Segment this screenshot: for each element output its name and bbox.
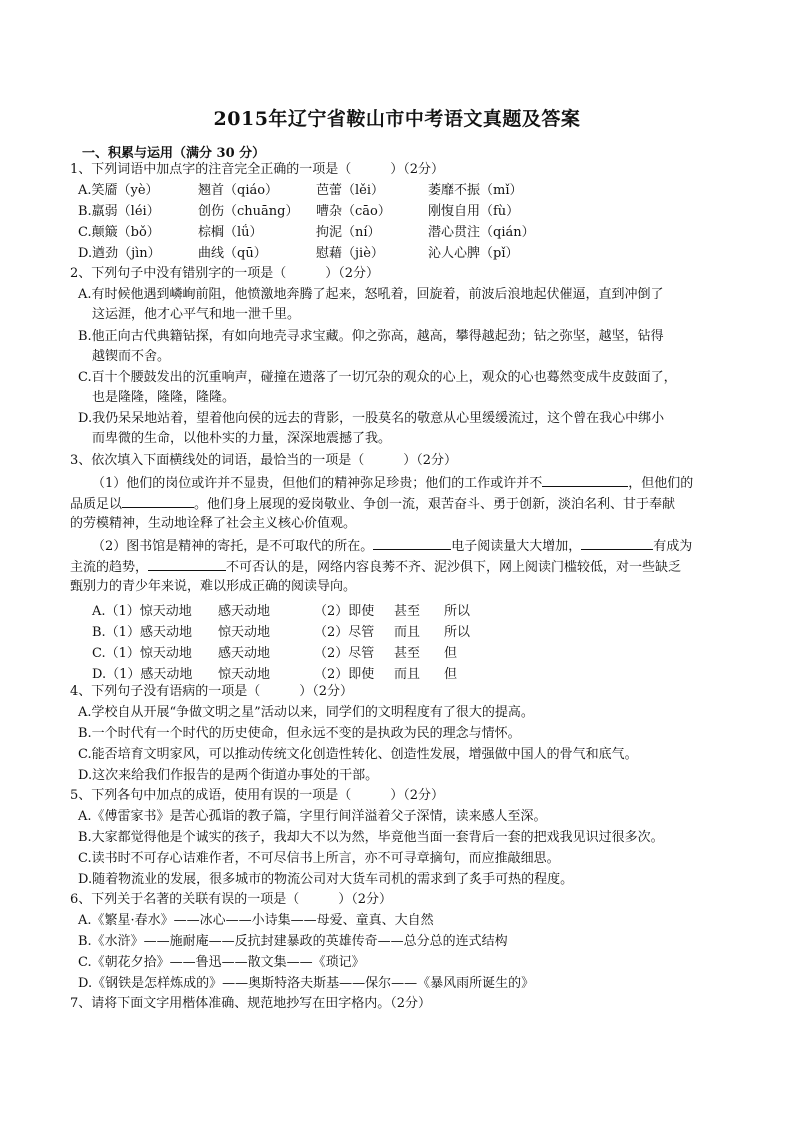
answer-blank [373, 537, 451, 550]
q1-option-c-1: C.颠簸（bǒ） [78, 225, 160, 240]
q6-option-c: C.《朝花夕拾》——鲁迅——散文集——《琐记》 [78, 955, 365, 970]
q3-a-4: 甚至 [394, 604, 421, 619]
q1-option-d-1: D.遒劲（jìn） [78, 246, 161, 261]
question-4-stem: 4、下列句子没有语病的一项是（ ）（2分） [70, 684, 354, 699]
q3-a-2: 感天动地 [218, 604, 271, 619]
q3-d-1: D.（1）感天动地 [92, 667, 193, 682]
q3-b-2: 惊天动地 [218, 625, 271, 640]
answer-blank [122, 495, 194, 508]
q1-option-a-2: 翘首（qiáo） [198, 183, 279, 198]
q3-b-3: （2）尽管 [314, 625, 375, 640]
question-5-stem: 5、下列各句中加点的成语，使用有误的一项是（ ）（2分） [70, 788, 445, 803]
q4-option-c: C.能否培育文明家风，可以推动传统文化创造性转化、创造性发展，增强做中国人的骨气和底气。 [78, 747, 638, 762]
q3-b-5: 所以 [444, 625, 471, 640]
q3-text: 有成为 [653, 539, 693, 554]
q1-option-b-3: 嘈杂（cāo） [316, 204, 391, 219]
q1-option-b-1: B.羸弱（léi） [78, 204, 160, 219]
q5-option-c: C.读书时不可存心诘难作者，不可尽信书上所言，亦不可寻章摘句，而应推敲细思。 [78, 851, 560, 866]
q3-para1-line3: 的劳模精神，生动地诠释了社会主义核心价值观。 [70, 516, 357, 531]
q2-option-c: C.百十个腰鼓发出的沉重响声，碰撞在遗落了一切冗杂的观众的心上，观众的心也蓦然变成牛皮鼓面了， [78, 370, 677, 385]
q3-c-1: C.（1）惊天动地 [92, 646, 192, 661]
q5-option-d: D.随着物流业的发展，很多城市的物流公司对大货车司机的需求到了炙手可热的程度。 [78, 872, 574, 887]
q1-option-a-3: 芭蕾（lěi） [316, 183, 385, 198]
q3-para2-line3: 甄别力的青少年来说，难以形成正确的阅读导向。 [70, 579, 357, 594]
q3-c-4: 甚至 [394, 646, 421, 661]
q3-text: 。他们身上展现的爱岗敬业、争创一流，艰苦奋斗、勇于创新，淡泊名利、甘于奉献 [194, 497, 676, 512]
q3-a-5: 所以 [444, 604, 471, 619]
q3-text: 不可否认的是，网络内容良莠不齐、泥沙俱下，网上阅读门槛较低，对一些缺乏 [226, 560, 682, 575]
answer-blank [148, 558, 226, 571]
q1-option-d-4: 沁人心脾（pǐ） [428, 246, 519, 261]
question-6-stem: 6、下列关于名著的关联有误的一项是（ ）（2分） [70, 892, 393, 907]
q6-option-d: D.《钢铁是怎样炼成的》——奥斯特洛夫斯基——保尔——《暴风雨所诞生的》 [78, 976, 535, 991]
q3-c-2: 感天动地 [218, 646, 271, 661]
q3-d-2: 惊天动地 [218, 667, 271, 682]
q3-c-5: 但 [444, 646, 458, 661]
q2-option-a-cont: 这运涯，他才心平气和地一泄千里。 [92, 307, 301, 322]
answer-blank [581, 537, 653, 550]
q3-para1-line1 [92, 474, 693, 492]
q1-option-a-1: A.笑靥（yè） [78, 183, 159, 198]
question-7-stem: 7、请将下面文字用楷体准确、规范地抄写在田字格内。（2分） [70, 996, 432, 1011]
q3-text: ，但他们的 [628, 476, 694, 491]
q3-a-3: （2）即使 [314, 604, 375, 619]
q2-option-b: B.他正向古代典籍钻探，有如向地壳寻求宝藏。仰之弥高，越高，攀得越起劲；钻之弥坚，越坚，钻得 [78, 329, 664, 344]
question-2-stem: 2、下列句子中没有错别字的一项是（ ）（2分） [70, 266, 380, 281]
question-1-stem: 1、下列词语中加点字的注音完全正确的一项是（ ）（2分） [70, 162, 445, 177]
q1-option-a-4: 萎靡不振（mǐ） [428, 183, 523, 198]
q5-option-b: B.大家都觉得他是个诚实的孩子，我却大不以为然，毕竟他当面一套背后一套的把戏我见识过很多次。 [78, 830, 664, 845]
q6-option-b: B.《水浒》——施耐庵——反抗封建暴政的英雄传奇——总分总的连式结构 [78, 934, 508, 949]
q3-d-5: 但 [444, 667, 458, 682]
q3-para1-line2 [70, 495, 675, 513]
q3-text: （2）图书馆是精神的寄托，是不可取代的所在。 [92, 539, 374, 554]
q1-option-b-2: 创伤（chuāng） [198, 204, 299, 219]
q5-option-a: A.《傅雷家书》是苦心孤诣的教子篇，字里行间洋溢着父子深情，读来感人至深。 [78, 809, 547, 824]
q1-option-c-2: 棕榈（lǘ） [198, 225, 263, 240]
q2-option-d: D.我仍呆呆地站着，望着他向侯的远去的背影，一股莫名的敬意从心里缓缓流过，这个曾在我心中绑小 [78, 411, 665, 426]
q3-para2-line1 [92, 537, 692, 555]
section-heading: 一、积累与运用（满分 30 分） [82, 146, 266, 161]
q2-option-b-cont: 越锲而不舍。 [92, 349, 171, 364]
q3-b-4: 而且 [394, 625, 421, 640]
q1-option-c-3: 拘泥（ní） [316, 225, 381, 240]
q3-c-3: （2）尽管 [314, 646, 375, 661]
q3-b-1: B.（1）感天动地 [92, 625, 192, 640]
q6-option-a: A.《繁星·春水》——冰心——小诗集——母爱、童真、大自然 [78, 913, 434, 928]
q3-a-1: A.（1）惊天动地 [92, 604, 192, 619]
q3-text: 主流的趋势， [70, 560, 149, 575]
q2-option-d-cont: 而卑微的生命，以他朴实的力量，深深地震撼了我。 [92, 431, 392, 446]
answer-blank [542, 474, 628, 487]
q2-option-a: A.有时候他遇到嶙峋前阻，他愤激地奔腾了起来，怒吼着，回旋着，前波后浪地起伏催逼，直到冲倒了 [78, 287, 664, 302]
q3-d-4: 而且 [394, 667, 421, 682]
q3-d-3: （2）即使 [314, 667, 375, 682]
q3-text: （1）他们的岗位或许并不显贵，但他们的精神弥足珍贵；他们的工作或许并不 [92, 476, 543, 491]
q2-option-c-cont: 也是隆隆，隆隆，隆隆。 [92, 390, 236, 405]
q1-option-b-4: 刚愎自用（fù） [428, 204, 520, 219]
q4-option-b: B.一个时代有一个时代的历史使命，但永远不变的是执政为民的理念与情怀。 [78, 726, 521, 741]
q3-text: 电子阅读量大大增加， [451, 539, 582, 554]
q4-option-a: A.学校自从开展“争做文明之星”活动以来，同学们的文明程度有了很大的提高。 [78, 705, 534, 720]
q1-option-c-4: 潜心贯注（qián） [428, 225, 535, 240]
q3-para2-line2 [70, 558, 681, 576]
q3-text: 品质足以 [70, 497, 123, 512]
q4-option-d: D.这次来给我们作报告的是两个街道办事处的干部。 [78, 768, 379, 783]
q1-option-d-2: 曲线（qū） [198, 246, 267, 261]
question-3-stem: 3、依次填入下面横线处的词语，最恰当的一项是（ ）（2分） [70, 453, 458, 468]
q1-option-d-3: 慰藉（jiè） [316, 246, 384, 261]
page-title: 2015年辽宁省鞍山市中考语文真题及答案 [213, 108, 581, 130]
